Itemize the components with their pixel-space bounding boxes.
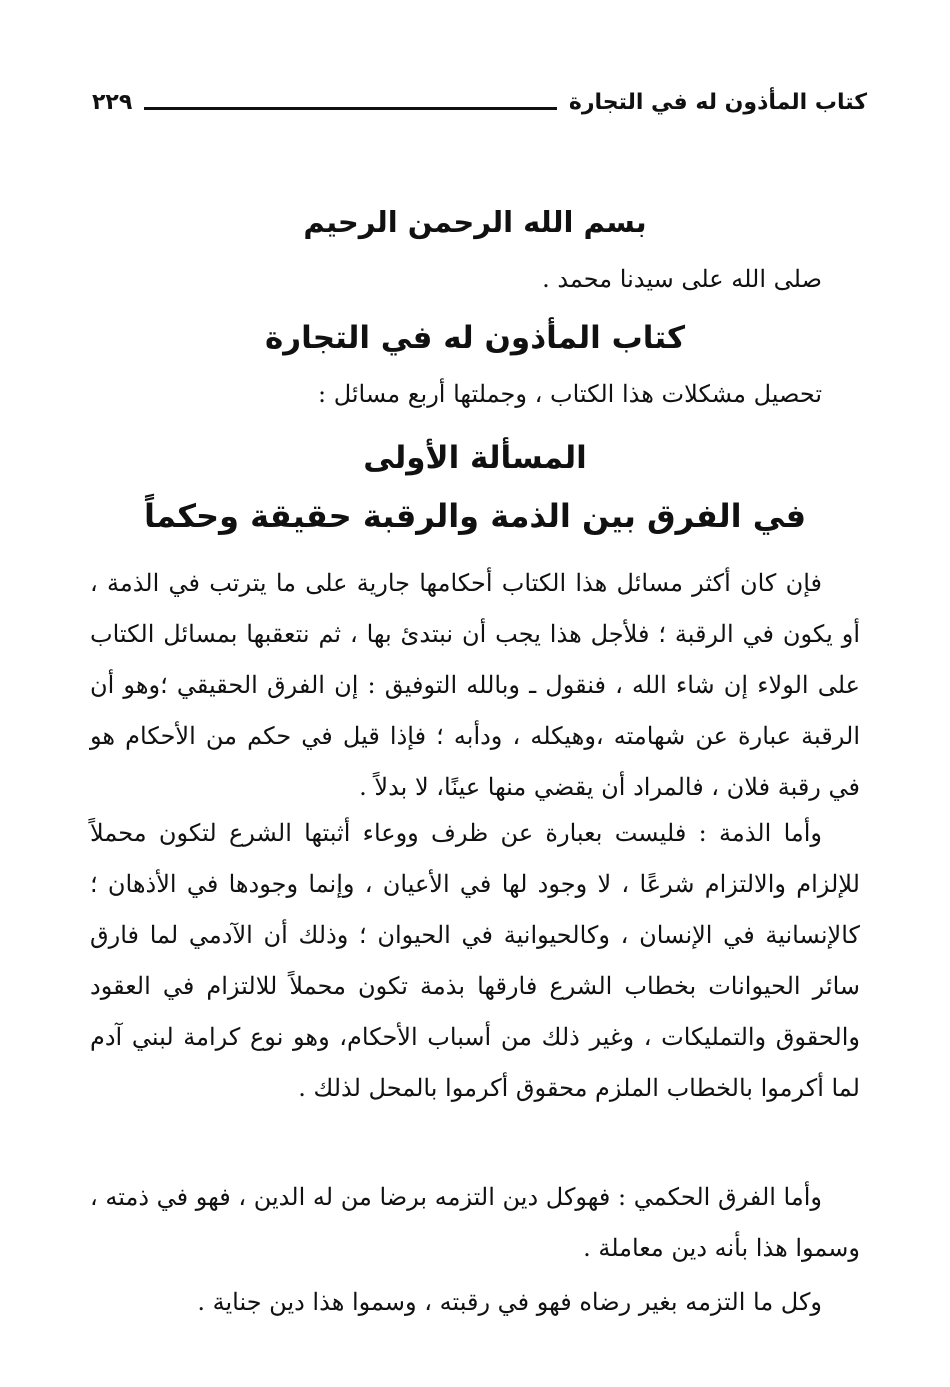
paragraph-hukmi: وأما الفرق الحكمي : فهوكل دين التزمه برضا من له الدين ، فهو في ذمته ، وسموا هذا بأنه دين معاملة . xyxy=(90,1183,860,1262)
masala-title: المسألة الأولى xyxy=(363,440,587,476)
paragraph-riqaba: فإن كان أكثر مسائل هذا الكتاب أحكامها جارية على ما يترتب في الذمة ، أو يكون في الرقبة ؛ فلأجل هذا يجب أن نبتدئ بها ، ثم نتعقبها بمسائل الكتاب على الولاء إن شاء الله ، فنقول ـ وبالله التوفيق : إن الفرق الحقيقي ؛وهو أن الرقبة عبارة عن شهامته ،وهيكله ، ودأبه ؛ فإذا قيل في حكم من الأحكام هو في رقبة فلان ، فالمراد أن يقضي منها عينًا، لا بدلاً . xyxy=(90,569,860,801)
salawat-line: صلى الله على سيدنا محمد . xyxy=(542,265,822,293)
masala-subtitle: في الفرق بين الذمة والرقبة حقيقة وحكماً xyxy=(143,497,807,535)
paragraph-jinaya: وكل ما التزمه بغير رضاه فهو في رقبته ، وسموا هذا دين جناية . xyxy=(197,1288,822,1316)
book-title: كتاب المأذون له في التجارة xyxy=(264,320,686,356)
paragraph-dhimma: وأما الذمة : فليست بعبارة عن ظرف ووعاء أثبتها الشرع لتكون محملاً للإلزام والالتزام شرعًا ، لا وجود لها في الأعيان ، وإنما وجودها في الأذهان ؛ كالإنسانية في الإنسان ، وكالحيوانية في الحيوان ؛ وذلك أن الآدمي لما فارق سائر الحيوانات بخطاب الشرع فارقها بذمة تكون محملاً للالتزام في العقود والحقوق والتمليكات ، وغير ذلك من أسباب الأحكام، وهو نوع كرامة لبني آدم لما أكرموا بالخطاب الملزم محقوق أكرموا بالمحل لذلك . xyxy=(90,819,860,1102)
running-title: كتاب المأذون له في التجارة xyxy=(568,89,867,115)
basmala-heading: بسم الله الرحمن الرحيم xyxy=(303,205,647,239)
intro-line: تحصيل مشكلات هذا الكتاب ، وجملتها أربع مسائل : xyxy=(317,380,822,408)
header-rule xyxy=(144,107,557,110)
running-header xyxy=(92,82,867,122)
page-number: ٢٢٩ xyxy=(92,89,133,115)
